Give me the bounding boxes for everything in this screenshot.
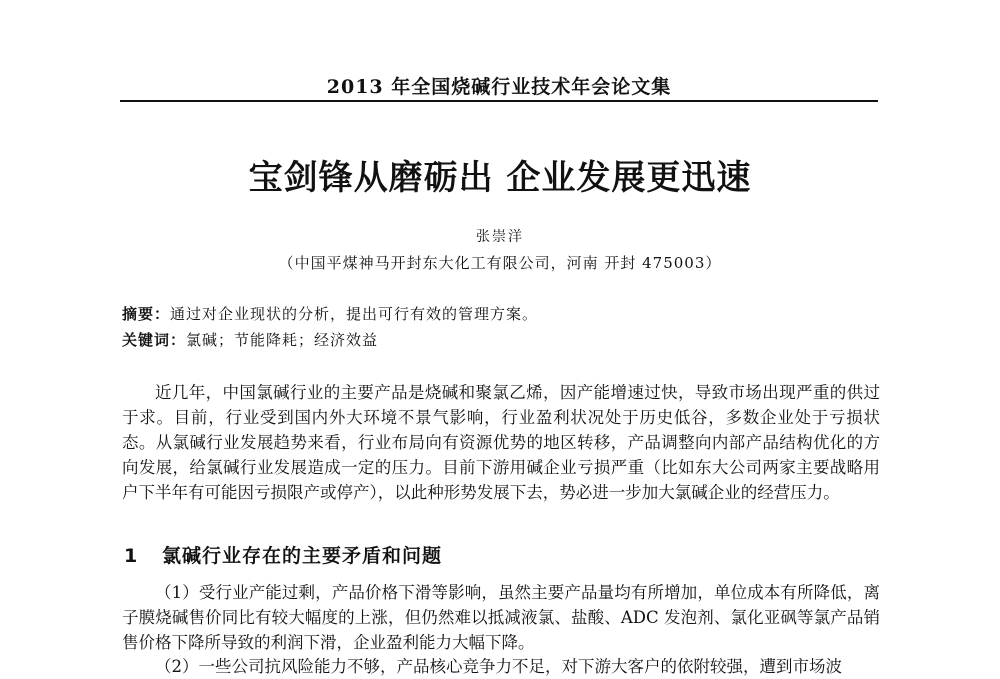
section-number: 1 bbox=[124, 545, 139, 567]
abstract-label: 摘要： bbox=[122, 305, 171, 323]
keywords bbox=[122, 329, 378, 350]
intro-paragraph: 近几年，中国氯碱行业的主要产品是烧碱和聚氯乙烯，因产能增速过快，导致市场出现严重的供过于求。目前，行业受到国内外大环境不景气影响，行业盈利状况处于历史低谷，多数企业处于亏损状态。从氯碱行业发展趋势来看，行业布局向有资源优势的地区转移，产品调整向内部产品结构优化的方向发展，给氯碱行业发展造成一定的压力。目前下游用碱企业亏损严重（比如东大公司两家主要战略用户下半年有可能因亏损限产或停产），以此种形势发展下去，势必进一步加大氯碱企业的经营压力。 bbox=[122, 383, 880, 502]
author-affiliation: （中国平煤神马开封东大化工有限公司，河南 开封 475003） bbox=[278, 254, 722, 272]
header-rule bbox=[120, 100, 878, 102]
abstract bbox=[122, 303, 538, 324]
running-header: 2013 年全国烧碱行业技术年会论文集 bbox=[326, 76, 672, 98]
keywords-label: 关键词： bbox=[122, 331, 187, 349]
abstract-text: 通过对企业现状的分析，提出可行有效的管理方案。 bbox=[170, 305, 539, 323]
paper-title: 宝剑锋从磨砺出 企业发展更迅速 bbox=[248, 158, 752, 198]
section-paragraph: （1）受行业产能过剩，产品价格下滑等影响，虽然主要产品量均有所增加，单位成本有所降低，离子膜烧碱售价同比有较大幅度的上涨，但仍然难以抵减液氯、盐酸、ADC 发泡剂、氯化亚砜等氯产品销售价格下降所导致的利润下滑，企业盈利能力大幅下降。 bbox=[122, 583, 880, 652]
section-paragraph: （2）一些公司抗风险能力不够，产品核心竞争力不足，对下游大客户的依附较强，遭到市场波 bbox=[155, 657, 842, 676]
section-title: 氯碱行业存在的主要矛盾和问题 bbox=[162, 545, 443, 567]
author-name: 张崇洋 bbox=[476, 229, 524, 245]
section-heading bbox=[124, 541, 442, 568]
keywords-text: 氯碱；节能降耗；经济效益 bbox=[186, 331, 379, 349]
